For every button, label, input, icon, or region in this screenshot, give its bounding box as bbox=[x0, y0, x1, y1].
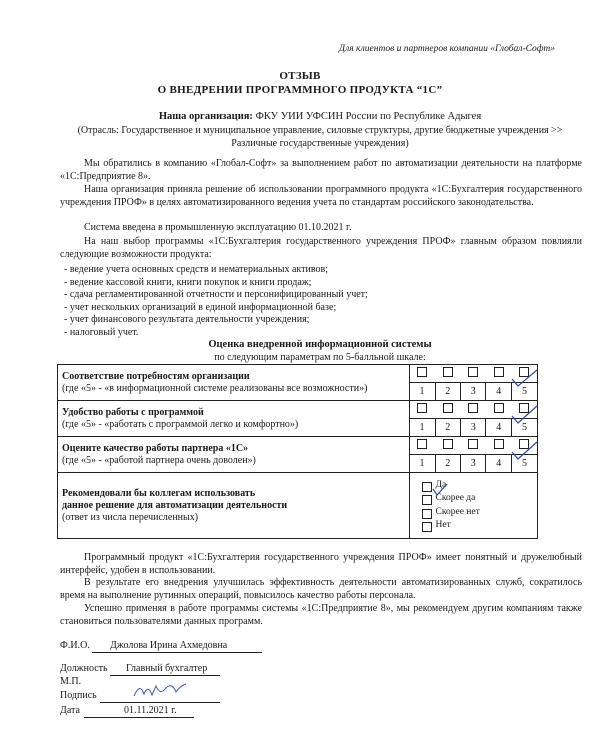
features-list bbox=[60, 264, 580, 340]
list-item: - ведение кассовой книги, книги покупок и книги продаж; bbox=[64, 276, 312, 288]
check-mark-icon bbox=[430, 479, 450, 498]
document-subtitle: О ВНЕДРЕНИИ ПРОГРАММНОГО ПРОДУКТА “1С” bbox=[157, 84, 443, 96]
rating-checkbox[interactable] bbox=[468, 439, 478, 449]
option-label: Нет bbox=[435, 520, 451, 530]
scale-number: 5 bbox=[511, 455, 537, 473]
rating-checkbox[interactable] bbox=[494, 439, 504, 449]
criterion-row bbox=[58, 365, 538, 401]
evaluation-table bbox=[57, 364, 538, 539]
option-checkbox[interactable] bbox=[422, 522, 432, 532]
criterion-hint: (где «5» - «в информационной системе реализованы все возможности») bbox=[62, 382, 368, 394]
document-title: ОТЗЫВ bbox=[279, 70, 321, 82]
scale-number: 3 bbox=[461, 383, 486, 401]
recommend-options bbox=[409, 473, 537, 539]
rating-checkbox[interactable] bbox=[443, 403, 453, 413]
check-mark-icon bbox=[509, 440, 539, 462]
scale-number: 4 bbox=[486, 455, 511, 473]
branch-text: (Отрасль: Государственное и муниципальное управление, силовые структуры, другие бюджетные учреждения >> Различные государственные учреждения) bbox=[77, 125, 563, 149]
option-rather-no[interactable] bbox=[422, 506, 533, 520]
criterion-cell bbox=[58, 437, 410, 473]
evaluation-title: Оценка внедренной информационной системы bbox=[208, 339, 432, 350]
signature-underline bbox=[100, 702, 220, 703]
recommend-hint: (ответ из числа перечисленных) bbox=[62, 511, 199, 523]
list-item: - учет нескольких организаций в единой информационной базе; bbox=[64, 301, 337, 313]
scale-number: 1 bbox=[410, 383, 435, 401]
recommend-cell bbox=[58, 473, 410, 539]
scale-number: 3 bbox=[461, 455, 486, 473]
rating-checkbox[interactable] bbox=[417, 439, 427, 449]
criterion-row bbox=[58, 437, 538, 473]
organization-name: ФКУ УИИ УФСИН России по Республике Адыгея bbox=[255, 111, 482, 122]
paragraph-recommend: Успешно применяя в работе программы системы «1С:Предприятие 8», мы рекомендуем другим компаниям также становиться пользователями данных программ. bbox=[60, 603, 582, 627]
rating-checkbox[interactable] bbox=[468, 403, 478, 413]
rating-checkbox[interactable] bbox=[468, 367, 478, 377]
date-value: 01.11.2021 г. bbox=[124, 705, 177, 716]
scale-number: 4 bbox=[486, 419, 511, 437]
option-no[interactable] bbox=[422, 519, 533, 533]
header-note: Для клиентов и партнеров компании «Глобал-Софт» bbox=[339, 44, 555, 54]
scale-number: 1 bbox=[410, 419, 435, 437]
option-label: Скорее да bbox=[435, 493, 476, 503]
paragraph-choice: На наш выбор программы «1С:Бухгалтерия государственного учреждения ПРОФ» главным образом повлияли следующие возможности продукта: bbox=[60, 236, 582, 260]
list-item: - учет финансового результата деятельности учреждения; bbox=[64, 314, 310, 326]
list-item: - налоговый учет. bbox=[64, 326, 139, 338]
criterion-cell bbox=[58, 365, 410, 401]
fio-label: Ф.И.О. bbox=[60, 640, 90, 651]
date-underline bbox=[84, 717, 194, 718]
criterion-hint: (где «5» - «работать с программой легко и комфортно») bbox=[62, 418, 299, 430]
scale-number: 2 bbox=[435, 383, 460, 401]
signature-label: Подпись bbox=[60, 690, 97, 701]
stamp-label: М.П. bbox=[60, 676, 82, 687]
scale-number: 1 bbox=[410, 455, 435, 473]
option-checkbox[interactable] bbox=[422, 509, 432, 519]
criterion-cell bbox=[58, 401, 410, 437]
paragraph-launch: Система введена в промышленную эксплуатацию 01.10.2021 г. bbox=[84, 222, 352, 233]
recommend-title-cont: данное решение для автоматизации деятельности bbox=[62, 499, 288, 511]
handwritten-signature bbox=[130, 678, 190, 702]
fio-value: Джолова Ирина Ахмедовна bbox=[110, 640, 228, 651]
position-value: Главный бухгалтер bbox=[126, 663, 208, 674]
recommend-title: Рекомендовали бы коллегам использовать bbox=[62, 487, 256, 499]
scale-number: 5 bbox=[511, 419, 537, 437]
rating-checkbox[interactable] bbox=[417, 403, 427, 413]
organization-line bbox=[0, 111, 600, 122]
scale-number: 4 bbox=[486, 383, 511, 401]
scale-number: 2 bbox=[435, 419, 460, 437]
scale-number: 3 bbox=[461, 419, 486, 437]
criterion-title: Соответствие потребностям организации bbox=[62, 370, 250, 382]
rating-checkbox[interactable] bbox=[494, 403, 504, 413]
paragraph-interface: Программный продукт «1С:Бухгалтерия государственного учреждения ПРОФ» имеет понятный и дружелюбный интерфейс, удобен в использовании. bbox=[60, 552, 582, 576]
rating-checkbox[interactable] bbox=[443, 367, 453, 377]
option-label: Скорее нет bbox=[435, 506, 480, 517]
rating-checkbox[interactable] bbox=[417, 367, 427, 377]
check-mark-icon bbox=[509, 368, 539, 390]
criterion-hint: (где «5» - «работой партнера очень доволен») bbox=[62, 454, 256, 466]
criterion-row bbox=[58, 401, 538, 437]
evaluation-subtitle: по следующим параметрам по 5-балльной шкале: bbox=[214, 352, 426, 363]
organization-label: Наша организация: bbox=[158, 111, 253, 122]
criterion-title: Оцените качество работы партнера «1С» bbox=[62, 442, 249, 454]
position-underline bbox=[110, 675, 220, 676]
scale-number: 2 bbox=[435, 455, 460, 473]
paragraph-decision: Наша организация приняла решение об использовании программного продукта «1С:Бухгалтерия государственного учреждения ПРОФ» в целях автоматизированного ведения учета по стандартам российского законодательства. bbox=[60, 184, 582, 208]
rating-checkbox[interactable] bbox=[443, 439, 453, 449]
list-item: - сдача регламентированной отчетности и персонифицированный учет; bbox=[64, 289, 368, 301]
recommend-row bbox=[58, 473, 538, 539]
paragraph-intro: Мы обратились в компанию «Глобал-Софт» за выполнением работ по автоматизации деятельности на платформе «1С:Предприятие 8». bbox=[60, 158, 582, 182]
paragraph-results: В результате его внедрения улучшилась эффективность деятельности автоматизированных служб, сократилось время на выполнение рутинных операций, повысилось качество работы персонала. bbox=[60, 577, 582, 601]
scale-number: 5 bbox=[511, 383, 537, 401]
list-item: - ведение учета основных средств и нематериальных активов; bbox=[64, 264, 328, 275]
position-label: Должность bbox=[60, 663, 108, 674]
date-label: Дата bbox=[60, 705, 80, 716]
rating-checkbox[interactable] bbox=[494, 367, 504, 377]
check-mark-icon bbox=[509, 404, 539, 426]
criterion-title: Удобство работы с программой bbox=[62, 406, 204, 418]
option-label: Да bbox=[435, 479, 447, 490]
fio-underline bbox=[92, 652, 262, 653]
